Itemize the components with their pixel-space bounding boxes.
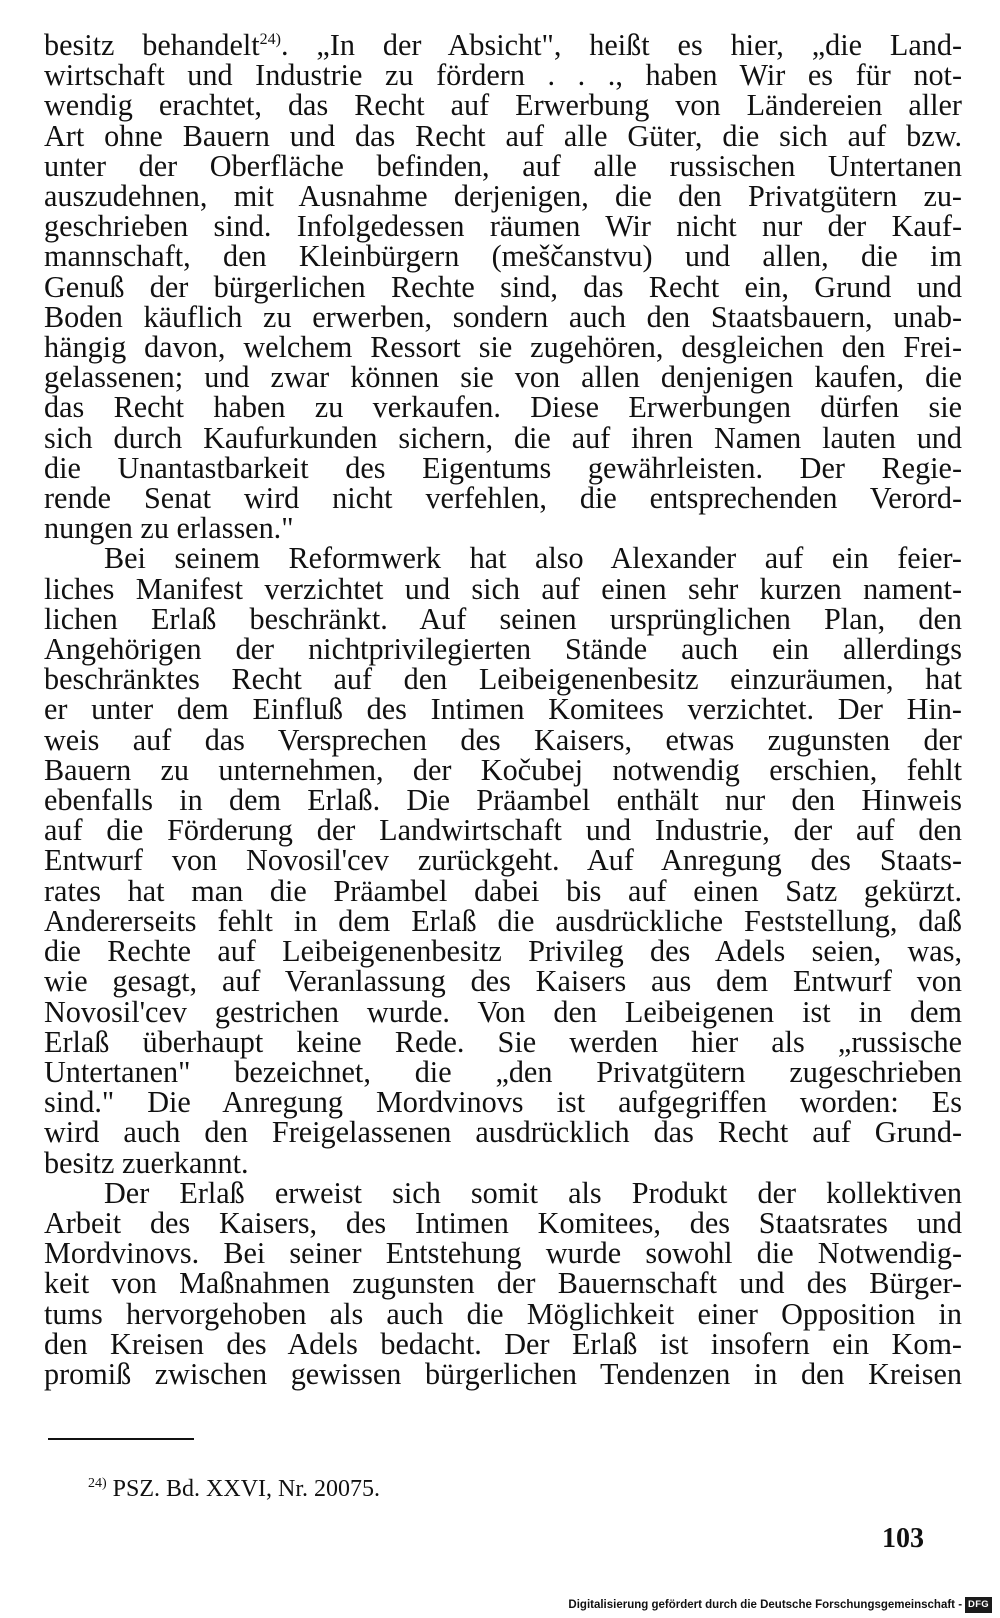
text-line: rates hat man die Präambel dabei bis auf einen Satz gekürzt. xyxy=(44,873,962,908)
text-line: liches Manifest verzichtet und sich auf einen sehr kurzen nament- xyxy=(44,571,962,606)
text-line: Arbeit des Kaisers, des Intimen Komitees, des Staatsrates und xyxy=(44,1205,962,1240)
footnote-divider xyxy=(48,1438,194,1440)
text-line: Novosil'cev gestrichen wurde. Von den Leibeigenen ist in dem xyxy=(44,994,962,1029)
text-line: unter der Oberfläche befinden, auf alle russischen Untertanen xyxy=(44,148,962,183)
text-line: wendig erachtet, das Recht auf Erwerbung von Ländereien aller xyxy=(44,88,962,123)
text-line: beschränktes Recht auf den Leibeigenenbesitz einzuräumen, hat xyxy=(44,662,962,697)
text-line: Andererseits fehlt in dem Erlaß die ausdrückliche Feststellung, daß xyxy=(44,903,962,938)
footnote-marker: 24) xyxy=(88,1476,107,1491)
text-line: Erlaß überhaupt keine Rede. Sie werden hier als „russische xyxy=(44,1024,962,1059)
text-line: er unter dem Einfluß des Intimen Komitees verzichtet. Der Hin- xyxy=(44,692,962,727)
text-line: promiß zwischen gewissen bürgerlichen Tendenzen in den Kreisen xyxy=(44,1356,962,1391)
text-line: weis auf das Versprechen des Kaisers, etwas zugunsten der xyxy=(44,722,962,757)
text-line: Der Erlaß erweist sich somit als Produkt der kollektiven xyxy=(104,1175,962,1210)
text-line: Angehörigen der nichtprivilegierten Stände auch ein allerdings xyxy=(44,632,962,667)
text-line: wie gesagt, auf Veranlassung des Kaisers aus dem Entwurf von xyxy=(44,964,962,999)
footnote-text: PSZ. Bd. XXVI, Nr. 20075. xyxy=(106,1476,381,1502)
text-line: Art ohne Bauern und das Recht auf alle Güter, die sich auf bzw. xyxy=(44,118,962,153)
text-line: den Kreisen des Adels bedacht. Der Erlaß ist insofern ein Kom- xyxy=(44,1326,962,1361)
text-line: lichen Erlaß beschränkt. Auf seinen ursprünglichen Plan, den xyxy=(44,601,962,636)
text-line: Bei seinem Reformwerk hat also Alexander auf ein feier- xyxy=(104,541,962,576)
text-line: wird auch den Freigelassenen ausdrücklich das Recht auf Grund- xyxy=(44,1115,962,1150)
text-line: Entwurf von Novosil'cev zurückgeht. Auf Anregung des Staats- xyxy=(44,843,962,878)
text-line: auf die Förderung der Landwirtschaft und Industrie, der auf den xyxy=(44,813,962,848)
text-line: mannschaft, den Kleinbürgern (meščanstvu) und allen, die im xyxy=(44,239,962,274)
footnote xyxy=(88,1475,380,1503)
text-line: geschrieben sind. Infolgedessen räumen Wir nicht nur der Kauf- xyxy=(44,209,962,244)
text-line: rende Senat wird nicht verfehlen, die entsprechenden Verord- xyxy=(44,481,962,516)
paragraph-reform-analysis xyxy=(44,541,962,1180)
text-line: sich durch Kaufurkunden sichern, die auf ihren Namen lauten und xyxy=(44,420,962,455)
text-line: besitz zuerkannt. xyxy=(44,1145,249,1180)
text-line: keit von Maßnahmen zugunsten der Bauernschaft und des Bürger- xyxy=(44,1266,962,1301)
text-line: Genuß der bürgerlichen Rechte sind, das Recht ein, Grund und xyxy=(44,269,962,304)
text-line: auszudehnen, mit Ausnahme derjenigen, die den Privatgütern zu- xyxy=(44,179,962,214)
text-line: gelassenen; und zwar können sie von allen denjenigen kaufen, die xyxy=(44,360,962,395)
text-line: besitz behandelt$^{24)}$. „In der Absicht", heißt es hier, „die Land- xyxy=(44,28,962,62)
page-body xyxy=(44,30,962,1389)
dfg-logo-icon: DFG xyxy=(965,1597,992,1613)
footnote-reference[interactable]: 24) xyxy=(259,30,281,48)
paragraph-quote-continuation xyxy=(44,28,962,546)
text-line: Bauern zu unternehmen, der Kočubej notwendig erschien, fehlt xyxy=(44,752,962,787)
digitization-note: Digitalisierung gefördert durch die Deutsche Forschungsgemeinschaft - xyxy=(568,1599,963,1611)
text-line: ebenfalls in dem Erlaß. Die Präambel enthält nur den Hinweis xyxy=(44,783,962,818)
digitization-credit xyxy=(568,1597,992,1613)
text-line: die Rechte auf Leibeigenenbesitz Privileg des Adels seien, was, xyxy=(44,934,962,969)
text-line: Mordvinovs. Bei seiner Entstehung wurde sowohl die Notwendig- xyxy=(44,1236,962,1271)
text-line: tums hervorgehoben als auch die Möglichkeit einer Opposition in xyxy=(44,1296,962,1331)
text-line: Boden käuflich zu erwerben, sondern auch den Staatsbauern, unab- xyxy=(44,299,962,334)
text-line: die Unantastbarkeit des Eigentums gewährleisten. Der Regie- xyxy=(44,450,962,485)
paragraph-conclusion xyxy=(44,1175,962,1391)
text-line: nungen zu erlassen." xyxy=(44,511,294,546)
page-number: 103 xyxy=(882,1523,924,1554)
text-line: hängig davon, welchem Ressort sie zugehören, desgleichen den Frei- xyxy=(44,330,962,365)
text-line: sind." Die Anregung Mordvinovs ist aufgegriffen worden: Es xyxy=(44,1085,962,1120)
text-line: wirtschaft und Industrie zu fördern . . ., haben Wir es für not- xyxy=(44,58,962,93)
text-line: Untertanen" bezeichnet, die „den Privatgütern zugeschrieben xyxy=(44,1054,962,1089)
text-line: das Recht haben zu verkaufen. Diese Erwerbungen dürfen sie xyxy=(44,390,962,425)
